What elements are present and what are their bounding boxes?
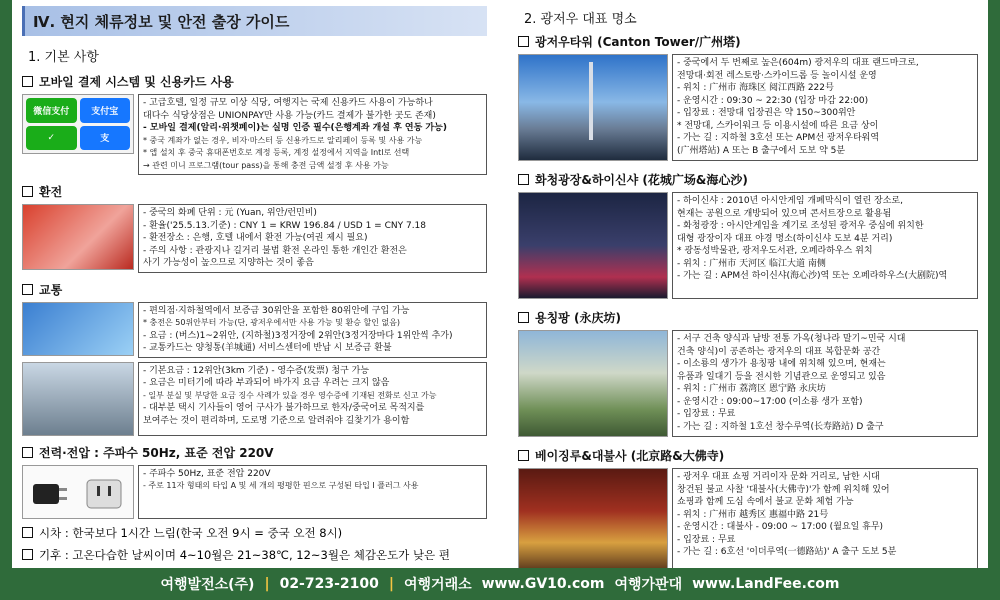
info-line: - 입장료 : 전망대 입장권은 약 150~300위안 [677, 108, 856, 118]
info-line: - 중국에서 두 번째로 높은(604m) 광저우의 대표 랜드마크로, [677, 58, 919, 68]
info-line: - 가는 길 : 지하철 1호선 창수루역(长寿路站) D 출구 [677, 421, 884, 432]
info-line: - 위치 : 广州市 荔湾区 恩宁路 永庆坊 [677, 384, 826, 394]
info-line: - 이소룡의 생가가 용칭팡 내에 위치해 있으며, 현재는 [677, 359, 886, 369]
info-line: - 하이신샤 : 2010년 아시안게임 개폐막식이 열린 장소로, [677, 196, 903, 206]
agency-name: 여행거래소 [404, 577, 472, 593]
checkbox-icon [22, 447, 33, 458]
flower-heading: 화청광장&하이신샤 (花城广场&海心沙) [518, 171, 978, 188]
footer-bar [0, 568, 1000, 600]
site-link-gv10[interactable]: www.GV10.com [481, 576, 605, 592]
yong-info-box [672, 330, 978, 437]
taxi-info-box [138, 362, 487, 436]
footer-separator: | [388, 576, 394, 592]
payment-row [22, 94, 487, 175]
info-line: 보여주는 것이 편리하며, 도로명 기준으로 알려줘야 길찾기가 용이함 [143, 415, 410, 426]
info-line: - 광저우 대표 쇼핑 거리이자 문화 거리로, 남한 시대 [677, 472, 880, 482]
checkbox-icon [518, 174, 529, 185]
checkbox-icon [22, 76, 33, 87]
info-line: - 주의 사항 : 관광지나 길거리 불법 환전 온라인 통한 개인간 환전은 [143, 245, 407, 256]
section-title: Ⅳ. 현지 체류정보 및 안전 출장 가이드 [22, 6, 487, 36]
info-line: - 가는 길 : 지하철 3호선 또는 APM선 광저우타워역 [677, 133, 880, 143]
basics-heading: 1. 기본 사항 [28, 50, 99, 65]
info-line: - 교통카드는 양청통(羊城通) 서비스센터에 반납 시 보증금 환불 [143, 343, 392, 353]
market-name: 여행가판대 [614, 577, 683, 593]
company-name: 여행발전소(주) [160, 577, 255, 593]
transport-card-row [22, 302, 487, 358]
wechat-logo-icon: ✓ [26, 126, 77, 151]
power-plug-icon [23, 466, 134, 519]
bei-info-box [672, 468, 978, 575]
power-heading: 전력·전압 : 주파수 50Hz, 표준 전압 220V [22, 444, 487, 461]
info-line: 유품과 일대기 등을 전시한 기념관으로 운영되고 있음 [677, 371, 886, 382]
checkbox-icon [22, 549, 33, 560]
checkbox-icon [22, 186, 33, 197]
bei-row [518, 468, 978, 575]
payment-apps-image [22, 94, 134, 154]
power-row [22, 465, 487, 519]
info-line: - 운영시간 : 09:30 ~ 22:30 (입장 마감 22:00) [677, 95, 869, 106]
payment-heading: 모바일 결제 시스템 및 신용카드 사용 [22, 73, 487, 90]
transport-taxi-row [22, 362, 487, 436]
info-line: - 운영시간 : 09:00~17:00 (이소룡 생가 포함) [677, 396, 863, 407]
flower-row [518, 192, 978, 299]
site-link-landfee[interactable]: www.LandFee.com [692, 576, 840, 592]
info-line: - 위치 : 广州市 海珠区 阅江西路 222号 [677, 83, 835, 93]
info-line: - 운영시간 : 대불사 - 09:00 ~ 17:00 (월요일 휴무) [677, 522, 884, 532]
canton-row [518, 54, 978, 161]
info-line: 현재는 공원으로 개방되어 있으며 콘서트장으로 활용됨 [677, 208, 892, 219]
checkbox-icon [22, 527, 33, 538]
yongqingfang-photo [518, 330, 668, 437]
info-line: - 환전장소 : 은행, 호텔 내에서 환전 가능(여권 제시 필요) [143, 233, 368, 243]
timezone-line: 시차 : 한국보다 1시간 느림(한국 오전 9시 = 중국 오전 8시) [22, 525, 487, 541]
transit-info-box [138, 302, 487, 358]
attractions-column [518, 6, 978, 575]
info-line: - 주로 11자 형태의 타입 A 및 세 개의 평평한 핀으로 구성된 타입 I 플러그 사용 [143, 481, 419, 490]
guide-page [12, 0, 988, 568]
wechat-pay-icon: 微信支付 [26, 98, 77, 123]
info-line: 쇼핑과 함께 도심 속에서 불교 문화 체험 가능 [677, 497, 854, 507]
info-line: (广州塔站) A 또는 B 출구에서 도보 약 5분 [677, 145, 846, 156]
info-line: - 주파수 50Hz, 표준 전압 220V [143, 468, 271, 479]
yong-heading: 용칭팡 (永庆坊) [518, 309, 978, 326]
checkbox-icon [518, 450, 529, 461]
info-line: 대다수 식당상점은 UNIONPAY만 사용 가능(카드 결제가 불가한 곳도 존재) [143, 110, 436, 121]
footer-separator: | [264, 576, 270, 592]
checkbox-icon [518, 36, 529, 47]
info-line: - 가는 길 : 6호선 '이더루역(一德路站)' A 출구 도보 5분 [677, 547, 897, 557]
alipay-icon: 支付宝 [80, 98, 131, 123]
checkbox-icon [518, 312, 529, 323]
payment-info-box [138, 94, 487, 175]
power-info-box [138, 465, 487, 519]
canton-info-box [672, 54, 978, 161]
transit-card-image [22, 302, 134, 356]
info-line: * 중국 계좌가 없는 경우, 비자·마스터 등 신용카드로 알리페이 등록 및 사용 가능 [143, 135, 423, 145]
climate-line: 기후 : 고온다습한 날씨이며 4~10월은 21~38℃, 12~3월은 체감온도가 낮은 편 [22, 547, 487, 563]
info-line: - 중국의 화폐 단위 : 元 (Yuan, 위안/런민비) [143, 208, 317, 218]
basics-column [22, 6, 487, 563]
transport-heading: 교통 [22, 281, 487, 298]
beijing-road-photo [518, 468, 668, 575]
info-line: - 편의점·지하철역에서 보증금 30위안을 포함한 80위안에 구입 가능 [143, 305, 410, 316]
info-line: 전망대·회전 레스토랑·스카이드롭 등 놀이시설 운영 [677, 70, 877, 81]
canton-tower-photo [518, 54, 668, 161]
info-line: → 관련 미니 프로그램(tour pass)을 통해 충전 금액 설정 후 사용 가능 [143, 160, 389, 170]
info-line: * 앱 설치 후 중국 휴대폰번호로 계정 등록, 계정 설정에서 지역을 Intl로 선택 [143, 148, 410, 157]
canton-heading: 광저우타워 (Canton Tower/广州塔) [518, 33, 978, 50]
info-line: - 일부 분실 및 부당한 요금 징수 사례가 있을 경우 영수증에 기재된 전화로 신고 가능 [143, 390, 437, 400]
info-line: - 위치 : 广州市 天河区 临江大道 南侧 [677, 258, 826, 269]
info-line: - 요금은 미터기에 따라 부과되어 바가지 요금 우려는 크지 않음 [143, 378, 390, 388]
info-line: * 충전은 50위안부터 가능(단, 광저우에서만 사용 가능 및 환승 할인 없음) [143, 318, 401, 327]
exchange-row [22, 204, 487, 273]
flower-square-photo [518, 192, 668, 299]
info-line: - 요금 : (버스)1~2위안, (지하철)3정거장에 2위안(3정거장마다 1위안씩 추가) [143, 330, 453, 341]
exchange-heading: 환전 [22, 183, 487, 200]
plug-image [22, 465, 134, 519]
info-line: 건축 양식)이 공존하는 광저우의 대표 복합문화 공간 [677, 346, 881, 357]
company-phone[interactable]: 02-723-2100 [279, 576, 379, 592]
info-line: - 모바일 결제(알리·위챗페이)는 실명 인증 필수(은행계좌 개설 후 연동 가능) [143, 123, 447, 133]
info-line: 대형 광장이자 대표 야경 명소(하이신샤 도보 4분 거리) [677, 233, 893, 244]
info-line: - 기본요금 : 12위안(3km 기준) - 영수증(发票) 청구 가능 [143, 365, 370, 376]
yuan-banknote-image [22, 204, 134, 270]
yong-row [518, 330, 978, 437]
info-line: - 환율('25.5.13.기준) : CNY 1 = KRW 196.84 / USD 1 = CNY 7.18 [143, 220, 427, 231]
checkbox-icon [22, 284, 33, 295]
info-line: - 화청광장 : 아시안게임을 계기로 조성된 광저우 중심에 위치한 [677, 221, 924, 231]
exchange-info-box [138, 204, 487, 273]
info-line: - 고급호텔, 일정 규모 이상 식당, 여행지는 국제 신용카드 사용이 가능하나 [143, 98, 433, 108]
info-line: - 입장료 : 무료 [677, 534, 736, 545]
info-line: 사기 가능성이 높으므로 지양하는 것이 좋음 [143, 258, 314, 268]
info-line: - 입장료 : 무료 [677, 409, 736, 419]
info-line: - 대부분 택시 기사들이 영어 구사가 불가하므로 한자/중국어로 목적지를 [143, 403, 425, 413]
info-line: - 서구 건축 양식과 남방 전통 가옥(청나라 말기~민국 시대 [677, 334, 906, 344]
taxi-station-image [22, 362, 134, 436]
tower-shape [589, 62, 593, 140]
info-line: - 위치 : 广州市 越秀区 惠福中路 21号 [677, 509, 829, 520]
info-line: 창건된 불교 사찰 '대불사(大佛寺)'가 함께 위치해 있어 [677, 484, 890, 495]
info-line: * 광동성박물관, 광저우도서관, 오페라하우스 위치 [677, 246, 873, 256]
info-line: * 전망대, 스카이워크 등 이용시설에 따른 요금 상이 [677, 120, 879, 131]
bei-heading: 베이징루&대불사 (北京路&大佛寺) [518, 447, 978, 464]
attractions-heading: 2. 광저우 대표 명소 [524, 12, 637, 27]
flower-info-box [672, 192, 978, 299]
info-line: - 가는 길 : APM선 하이신샤(海心沙)역 또는 오페라하우스(大剧院)역 [677, 271, 948, 281]
alipay-logo-icon: 支 [80, 126, 131, 151]
